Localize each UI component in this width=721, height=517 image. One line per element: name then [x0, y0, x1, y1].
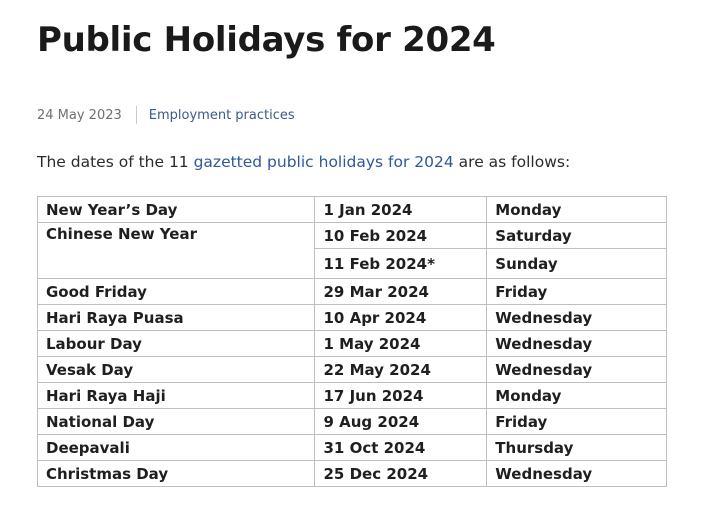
holidays-table [37, 196, 667, 487]
gazetted-holidays-link[interactable]: gazetted public holidays for 2024 [193, 153, 454, 171]
holiday-name: Hari Raya Haji [38, 383, 315, 409]
holiday-date: 9 Aug 2024 [315, 409, 487, 435]
table-row [38, 435, 667, 461]
holiday-day: Saturday [487, 223, 667, 249]
publish-date: 24 May 2023 [37, 107, 122, 123]
holiday-name: Deepavali [38, 435, 315, 461]
holiday-day: Monday [487, 383, 667, 409]
holiday-day: Wednesday [487, 305, 667, 331]
intro-text-end: are as follows: [453, 153, 571, 171]
holiday-day: Friday [487, 409, 667, 435]
holiday-day: Sunday [487, 249, 667, 279]
holiday-day: Wednesday [487, 331, 667, 357]
table-row [38, 331, 667, 357]
intro-paragraph [37, 153, 570, 171]
holiday-date: 10 Apr 2024 [315, 305, 487, 331]
holiday-day: Wednesday [487, 357, 667, 383]
holiday-name: Good Friday [38, 279, 315, 305]
table-row [38, 197, 667, 223]
table-row [38, 223, 667, 249]
category-link[interactable]: Employment practices [148, 107, 295, 123]
intro-text-start: The dates of the 11 [37, 153, 194, 171]
holiday-date: 10 Feb 2024 [315, 223, 487, 249]
holiday-day: Friday [487, 279, 667, 305]
holiday-date: 22 May 2024 [315, 357, 487, 383]
table-row [38, 357, 667, 383]
table-row [38, 279, 667, 305]
table-row [38, 409, 667, 435]
holiday-name: Labour Day [38, 331, 315, 357]
holiday-day: Monday [487, 197, 667, 223]
holiday-day: Wednesday [487, 461, 667, 487]
holiday-date: 25 Dec 2024 [315, 461, 487, 487]
holiday-name: National Day [38, 409, 315, 435]
page-title: Public Holidays for 2024 [37, 20, 496, 60]
holiday-date: 31 Oct 2024 [315, 435, 487, 461]
holiday-date: 1 Jan 2024 [315, 197, 487, 223]
holiday-date: 29 Mar 2024 [315, 279, 487, 305]
article-meta [37, 105, 295, 125]
holiday-date: 1 May 2024 [315, 331, 487, 357]
holiday-name: New Year’s Day [38, 197, 315, 223]
holiday-name: Christmas Day [38, 461, 315, 487]
table-row [38, 305, 667, 331]
holiday-name: Chinese New Year [38, 223, 315, 279]
holiday-date: 11 Feb 2024* [315, 249, 487, 279]
meta-divider [136, 106, 137, 124]
holiday-day: Thursday [487, 435, 667, 461]
holiday-name: Vesak Day [38, 357, 315, 383]
table-row [38, 461, 667, 487]
holiday-date: 17 Jun 2024 [315, 383, 487, 409]
table-row [38, 383, 667, 409]
holiday-name: Hari Raya Puasa [38, 305, 315, 331]
